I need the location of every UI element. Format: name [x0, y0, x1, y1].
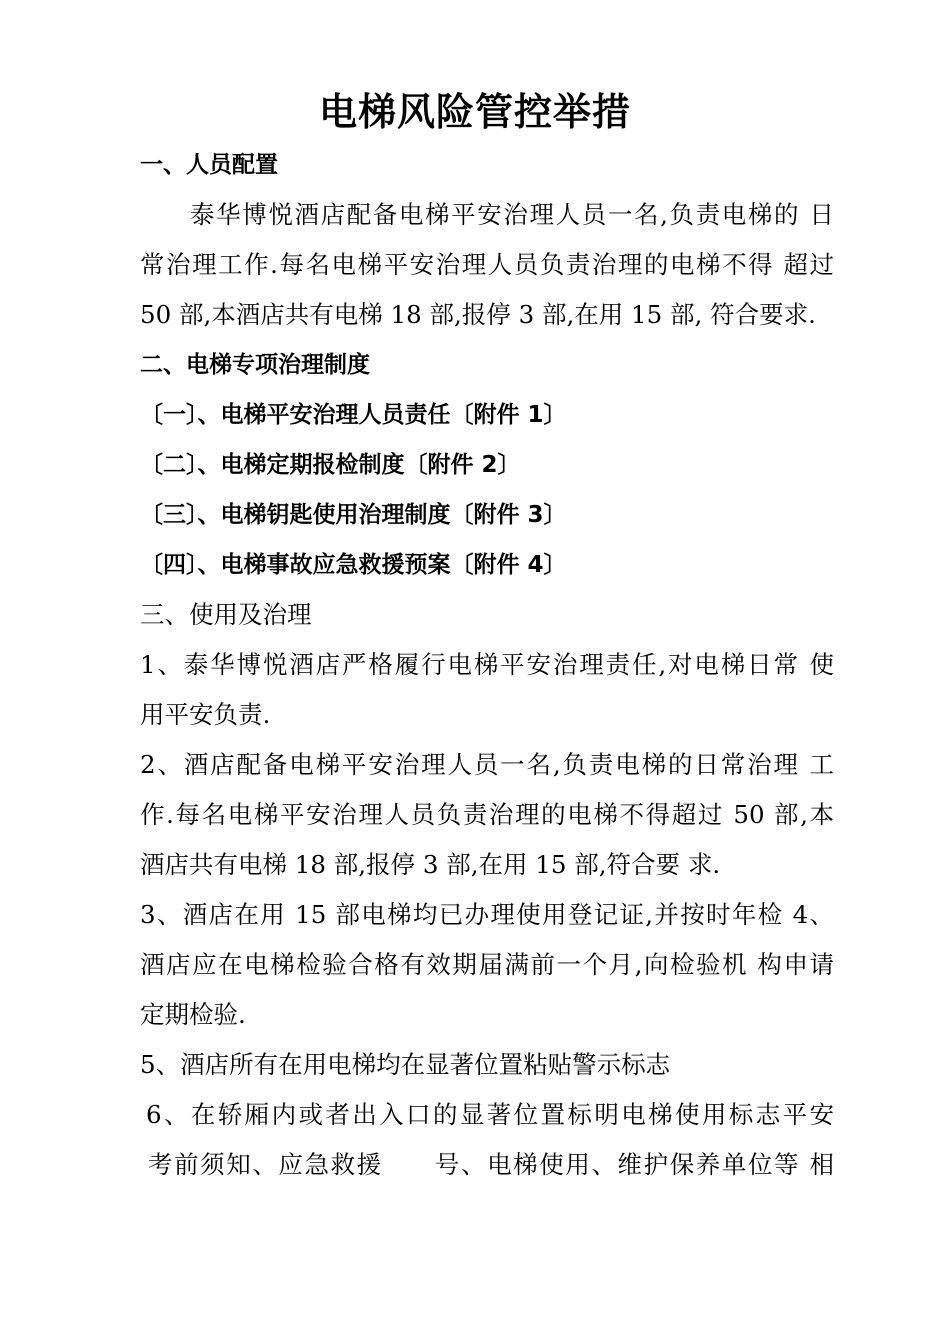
paragraph-line: 作.每名电梯平安治理人员负责治理的电梯不得超过 50 部,本 — [140, 800, 834, 829]
paragraph-line: 考前须知、应急救援 号、电梯使用、维护保养单位等 相 — [148, 1150, 834, 1179]
paragraph-line: 1、泰华博悦酒店严格履行电梯平安治理责任,对电梯日常 使 — [140, 650, 834, 679]
section-heading-system: 二、电梯专项治理制度 — [140, 352, 370, 378]
paragraph-line: 3、酒店在用 15 部电梯均已办理使用登记证,并按时年检 4、 — [140, 900, 834, 929]
section-heading-personnel: 一、人员配置 — [140, 152, 278, 178]
paragraph-line: 6、在轿厢内或者出入口的显著位置标明电梯使用标志平安 — [146, 1100, 834, 1129]
subsection-item: 〔四〕、电梯事故应急救援预案〔附件 4〕 — [140, 552, 567, 578]
paragraph-line: 常治理工作.每名电梯平安治理人员负责治理的电梯不得 超过 — [140, 250, 834, 279]
subsection-item: 〔一〕、电梯平安治理人员责任〔附件 1〕 — [140, 402, 567, 428]
document-title: 电梯风险管控举措 — [318, 90, 631, 134]
paragraph-line: 酒店应在电梯检验合格有效期届满前一个月,向检验机 构申请 — [140, 950, 834, 979]
paragraph-line: 泰华博悦酒店配备电梯平安治理人员一名,负责电梯的 日 — [190, 200, 834, 229]
paragraph-line: 定期检验. — [140, 1000, 246, 1029]
paragraph-line: 50 部,本酒店共有电梯 18 部,报停 3 部,在用 15 部, 符合要求. — [140, 300, 816, 329]
paragraph-line: 2、酒店配备电梯平安治理人员一名,负责电梯的日常治理 工 — [140, 750, 834, 779]
subsection-item: 〔二〕、电梯定期报检制度〔附件 2〕 — [140, 452, 521, 478]
paragraph-line: 用平安负责. — [140, 700, 271, 729]
paragraph-line: 5、酒店所有在用电梯均在显著位置粘贴警示标志 — [140, 1050, 671, 1079]
subsection-item: 〔三〕、电梯钥匙使用治理制度〔附件 3〕 — [140, 502, 567, 528]
section-heading-usage: 三、使用及治理 — [140, 600, 312, 629]
paragraph-line: 酒店共有电梯 18 部,报停 3 部,在用 15 部,符合要 求. — [140, 850, 721, 879]
